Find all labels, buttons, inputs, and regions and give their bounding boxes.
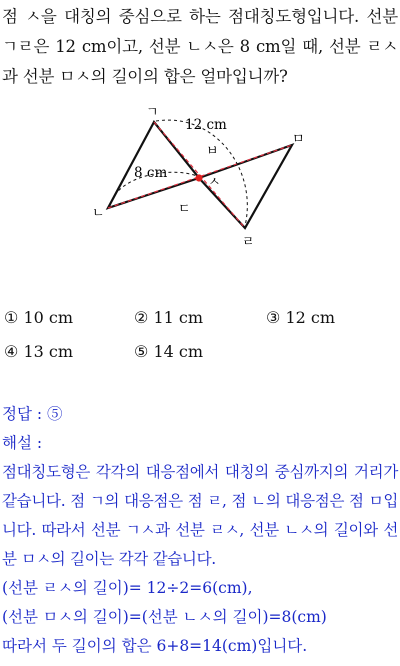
label-g: ㄱ xyxy=(146,105,159,120)
explanation-line-2: (선분 ㅁㅅ의 길이)=(선분 ㄴㅅ의 길이)=8(cm) xyxy=(2,608,327,626)
choice-2[interactable] xyxy=(134,308,203,327)
explanation-label: 해설 : xyxy=(2,434,43,452)
choice-number: ③ xyxy=(266,308,281,327)
label-n: ㄴ xyxy=(92,206,105,221)
choice-5[interactable] xyxy=(134,342,203,361)
point-symmetric-figure xyxy=(0,100,400,300)
choice-text: 13 cm xyxy=(23,342,74,361)
label-s: ㅅ xyxy=(208,175,221,190)
choice-number: ② xyxy=(134,308,149,327)
choice-4[interactable] xyxy=(4,342,73,361)
measure-label-8cm: 8 cm xyxy=(134,165,168,181)
explanation-line-1: (선분 ㄹㅅ의 길이)= 12÷2=6(cm), xyxy=(2,579,253,597)
choice-number: ④ xyxy=(4,342,19,361)
explanation-text: 점대칭도형은 각각의 대응점에서 대칭의 중심까지의 거리가 같습니다. 점 ㄱ의 대응점은 점 ㄹ, 점 ㄴ의 대응점은 점 ㅁ입니다. 따라서 선분 ㄱㅅ과 선분 ㄹㅅ, 선분 ㄴㅅ의 길이와 선분 ㅁㅅ의 길이는 각각 같습니다. xyxy=(2,463,398,568)
choice-3[interactable] xyxy=(266,308,335,327)
choice-text: 11 cm xyxy=(153,308,204,327)
question-text: 점 ㅅ을 대칭의 중심으로 하는 점대칭도형입니다. 선분 ㄱㄹ은 12 cm이고, 선분 ㄴㅅ은 8 cm일 때, 선분 ㄹㅅ과 선분 ㅁㅅ의 길이의 합은 얼마입니까? xyxy=(2,7,398,86)
label-m: ㅁ xyxy=(292,132,305,147)
answer-label: 정답 : ⑤ xyxy=(2,405,63,423)
choice-text: 14 cm xyxy=(153,342,204,361)
choice-number: ⑤ xyxy=(134,342,149,361)
measure-label-12cm: 12 cm xyxy=(185,117,227,133)
choice-1[interactable] xyxy=(4,308,73,327)
label-r: ㄹ xyxy=(242,235,255,250)
choice-text: 10 cm xyxy=(23,308,74,327)
center-point xyxy=(195,174,202,181)
measure-arc-12cm xyxy=(156,120,247,226)
label-d: ㄷ xyxy=(178,202,191,217)
choice-number: ① xyxy=(4,308,19,327)
explanation-line-3: 따라서 두 길이의 합은 6+8=14(cm)입니다. xyxy=(2,637,308,655)
choice-text: 12 cm xyxy=(285,308,336,327)
answer-section xyxy=(2,400,398,661)
label-b: ㅂ xyxy=(206,144,219,159)
